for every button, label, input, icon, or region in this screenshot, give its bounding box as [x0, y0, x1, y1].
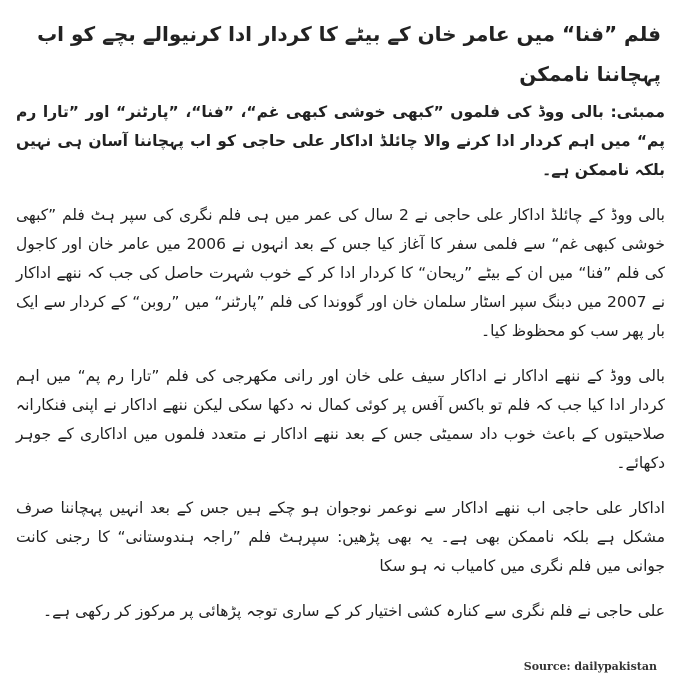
article-paragraph: اداکار علی حاجی اب ننھے اداکار سے نوعمر نوجوان ہو چکے ہیں جس کے بعد انہیں پہچاننا صرف مشکل ہے بلکہ ناممکن بھی ہے۔ یہ بھی پڑھیں: سپرہٹ فلم ”راجہ ہندوستانی“ کا رجنی کانت جوانی میں فلم نگری میں کامیاب نہ ہو سکا — [16, 499, 665, 575]
article-paragraph: بالی ووڈ کے چائلڈ اداکار علی حاجی نے 2 سال کی عمر میں ہی فلم نگری کی سپر ہٹ فلم ”کبھی خوشی کبھی غم“ سے فلمی سفر کا آغاز کیا جس کے بعد انہوں نے 2006 میں عامر خان اور کاجول کی فلم ”فنا“ میں ان کے بیٹے ”ریحان“ کا کردار ادا کر کے خوب شہرت حاصل کی جب کہ ننھے اداکار نے 2007 میں دبنگ سپر اسٹار سلمان خان اور گووندا کی فلم ”پارٹنر“ میں ”روبن“ کے کردار سے ایک بار پھر سب کو محظوظ کیا۔ — [16, 206, 666, 340]
news-article — [16, 14, 665, 642]
article-paragraph: علی حاجی نے فلم نگری سے کنارہ کشی اختیار کر کے ساری توجہ پڑھائی پر مرکوز کر رکھی ہے۔ — [43, 602, 665, 620]
article-title: فلم ”فنا“ میں عامر خان کے بیٹے کا کردار ادا کرنیوالے بچے کو اب پہچاننا ناممکن — [37, 22, 661, 86]
source-credit: Source: dailypakistan — [523, 660, 657, 673]
article-paragraph: بالی ووڈ کے ننھے اداکار نے اداکار سیف علی خان اور رانی مکھرجی کی فلم ”تارا رم پم“ میں اہم کردار ادا کیا جب کہ فلم تو باکس آفس پر کوئی کمال نہ دکھا سکی لیکن ننھے اداکار نے اپنی فنکارانہ صلاحیتوں کے باعث خوب داد سمیٹی جس کے بعد ننھے اداکار نے متعدد فلموں میں اداکاری کے جوہر دکھائے۔ — [16, 367, 665, 472]
article-lead-paragraph: ممبئی: بالی ووڈ کی فلموں ”کبھی خوشی کبھی غم“، ”فنا“، ”پارٹنر“ اور ”تارا رم پم“ میں اہم کردار ادا کرنے والا چائلڈ اداکار علی حاجی کو اب پہچاننا آسان ہی نہیں بلکہ ناممکن ہے۔ — [16, 103, 665, 179]
